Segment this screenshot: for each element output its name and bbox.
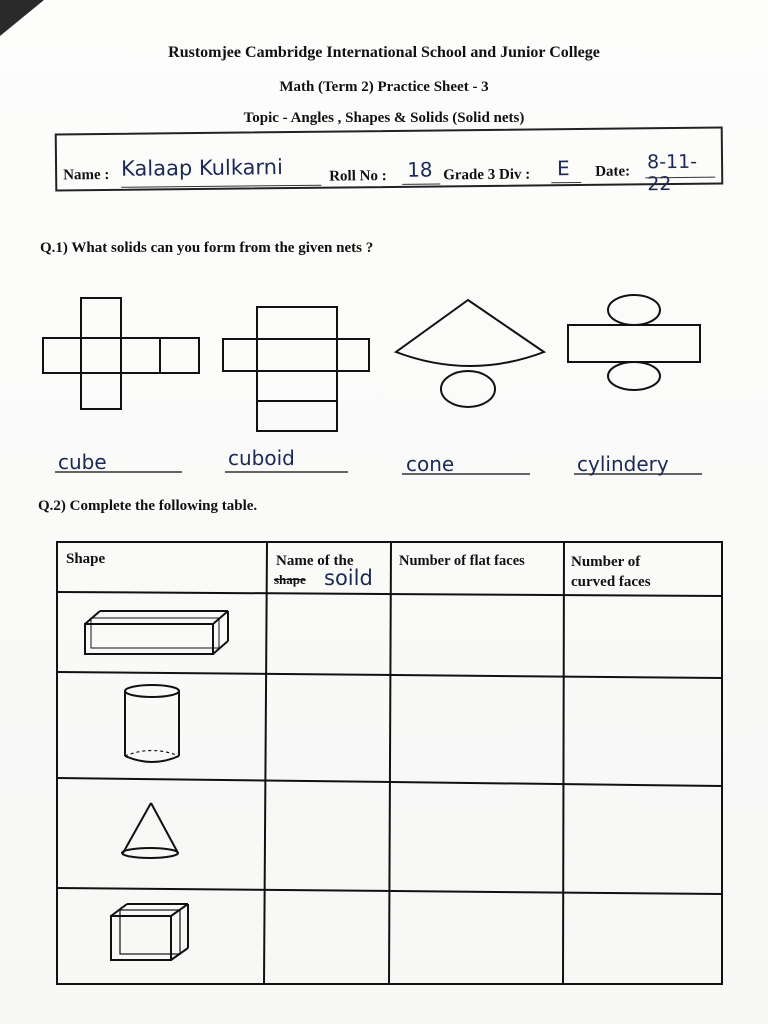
name-label: Name :	[63, 166, 110, 184]
header-name-line1: Name of the	[276, 553, 354, 569]
header-curved-line1: Number of	[571, 554, 641, 570]
header-flat-faces: Number of flat faces	[399, 553, 525, 569]
cube-shape-icon	[111, 904, 188, 960]
question-2: Q.2) Complete the following table.	[38, 498, 258, 514]
school-title: Rustomjee Cambridge International School and Junior College	[168, 44, 600, 61]
grade-div-label: Grade 3 Div :	[443, 166, 531, 184]
roll-label: Roll No :	[329, 168, 387, 185]
answer-3: cone	[406, 452, 455, 476]
date-label: Date:	[595, 163, 631, 180]
header-curved-line2: curved faces	[571, 574, 651, 590]
cylinder-shape-icon	[125, 685, 179, 762]
sheet-title: Math (Term 2) Practice Sheet - 3	[279, 79, 489, 95]
question-1: Q.1) What solids can you form from the given nets ?	[40, 240, 374, 256]
cone-shape-icon	[122, 803, 178, 858]
topic-title: Topic - Angles , Shapes & Solids (Solid nets)	[243, 110, 525, 126]
date-value: 8-11-22	[646, 150, 698, 196]
cuboid-shape-icon	[85, 611, 228, 654]
header-name-struck: shape	[274, 572, 306, 587]
header-name-handwritten: soild	[324, 566, 373, 590]
answer-4: cylindery	[577, 452, 669, 476]
div-value: E	[556, 156, 570, 181]
roll-value: 18	[406, 157, 433, 182]
answer-2: cuboid	[228, 446, 295, 470]
header-shape: Shape	[66, 551, 106, 567]
answer-1: cube	[58, 450, 107, 474]
name-value: Kalaap Kulkarni	[120, 155, 284, 181]
